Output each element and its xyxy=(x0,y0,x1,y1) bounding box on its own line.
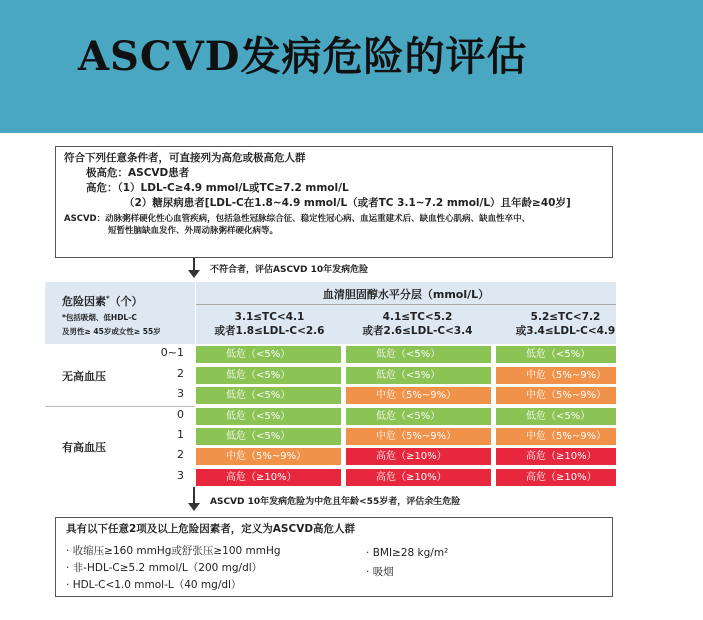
risk-cell: 中危（5%~9%） xyxy=(496,367,616,384)
risk-cell: 低危（<5%） xyxy=(196,387,341,404)
risk-factor-footnote-2: 及男性≥ 45岁或女性≥ 55岁 xyxy=(62,327,161,336)
risk-factor-text: 非-HDL-C≥5.2 mmol/L（200 mg/dl） xyxy=(72,562,263,574)
risk-factor-item: · 吸烟 xyxy=(366,566,394,578)
risk-factor-text: 吸烟 xyxy=(372,566,394,578)
risk-factor-unit: （个） xyxy=(109,295,143,308)
flow-arrow-line-2 xyxy=(193,487,195,503)
risk-factor-header-text: 危险因素 xyxy=(62,295,106,308)
column-header-2-line2: 或者2.6≤LDL-C<3.4 xyxy=(362,325,473,337)
high-criterion-2: （2）糖尿病患者[LDL-C在1.8~4.9 mmol/L（或者TC 3.1~7.2 mmol/L）且年龄≥40岁] xyxy=(124,197,571,209)
risk-count: 2 xyxy=(177,448,184,461)
risk-cell: 低危（<5%） xyxy=(196,367,341,384)
very-high-label: 极高危： xyxy=(86,167,128,179)
flow-arrow-line-1 xyxy=(193,258,195,270)
down-arrow-icon xyxy=(188,270,200,278)
column-header-1-line2: 或者1.8≤LDL-C<2.6 xyxy=(214,325,325,337)
lipid-header-divider xyxy=(196,304,616,305)
risk-cell: 中危（5%~9%） xyxy=(496,387,616,404)
risk-factor-header xyxy=(62,293,143,309)
very-high-risk-row xyxy=(64,166,604,181)
high-risk-factors-box xyxy=(55,517,613,597)
risk-cell: 中危（5%~9%） xyxy=(496,428,616,445)
column-header-3-line1: 5.2≤TC<7.2 xyxy=(530,311,601,323)
title-banner xyxy=(0,0,703,133)
risk-cell: 低危（<5%） xyxy=(196,346,341,363)
column-header-3 xyxy=(493,310,638,338)
group-separator xyxy=(45,406,195,407)
flow-note-2: ASCVD 10年发病危险为中危且年龄<55岁者，评估余生危险 xyxy=(210,497,461,507)
risk-count: 1 xyxy=(177,428,184,441)
risk-factor-item: · BMI≥28 kg/m² xyxy=(366,547,449,559)
risk-factor-text: BMI≥28 kg/m² xyxy=(372,547,449,559)
risk-cell: 高危（≥10%） xyxy=(496,448,616,465)
column-header-1-line1: 3.1≤TC<4.1 xyxy=(234,311,305,323)
risk-factor-text: 收缩压≥160 mmHg或舒张压≥100 mmHg xyxy=(72,545,281,557)
direct-criteria-box xyxy=(55,146,613,258)
column-header-1 xyxy=(197,310,342,338)
risk-count: 0~1 xyxy=(160,346,184,359)
ascvd-label: ASCVD： xyxy=(64,214,106,224)
flow-note-1: 不符合者，评估ASCVD 10年发病危险 xyxy=(210,265,369,275)
group-label-hypertension: 有高血压 xyxy=(62,441,106,454)
risk-cell: 中危（5%~9%） xyxy=(346,387,491,404)
column-header-2-line1: 4.1≤TC<5.2 xyxy=(382,311,453,323)
high-label: 高危： xyxy=(86,182,118,194)
very-high-value: ASCVD患者 xyxy=(128,167,190,179)
ascvd-definition-1: 动脉粥样硬化性心血管疾病，包括急性冠脉综合征、稳定性冠心病、血运重建术后、缺血性心肌病、缺血性卒中、 xyxy=(105,214,531,224)
risk-factor-sup: * xyxy=(106,294,110,303)
risk-cell: 高危（≥10%） xyxy=(196,469,341,486)
risk-cell: 低危（<5%） xyxy=(496,408,616,425)
column-header-2 xyxy=(345,310,490,338)
high-risk-factors-title: 具有以下任意2项及以上危险因素者，定义为ASCVD高危人群 xyxy=(66,523,356,535)
criteria-heading: 符合下列任意条件者，可直接列为高危或极高危人群 xyxy=(64,152,306,164)
risk-count: 2 xyxy=(177,367,184,380)
risk-count: 0 xyxy=(177,408,184,421)
risk-factor-item: · HDL-C<1.0 mmol-L（40 mg/dl） xyxy=(66,579,242,591)
group-label-no-hypertension: 无高血压 xyxy=(62,370,106,383)
risk-cell: 低危（<5%） xyxy=(346,408,491,425)
risk-count: 3 xyxy=(177,469,184,482)
risk-cell: 低危（<5%） xyxy=(346,367,491,384)
risk-cell: 低危（<5%） xyxy=(346,346,491,363)
risk-cell: 中危（5%~9%） xyxy=(346,428,491,445)
risk-cell: 低危（<5%） xyxy=(196,408,341,425)
risk-cell: 低危（<5%） xyxy=(496,346,616,363)
page-title: ASCVD发病危险的评估 xyxy=(78,33,528,80)
lipid-header: 血清胆固醇水平分层（mmol/L） xyxy=(322,288,490,301)
risk-factor-text: HDL-C<1.0 mmol-L（40 mg/dl） xyxy=(72,579,242,591)
high-risk-row-1 xyxy=(64,181,604,196)
column-header-3-line2: 或3.4≤LDL-C<4.9 xyxy=(515,325,616,337)
down-arrow-icon xyxy=(188,503,200,511)
risk-cell: 中危（5%~9%） xyxy=(196,448,341,465)
risk-factor-item: · 收缩压≥160 mmHg或舒张压≥100 mmHg xyxy=(66,545,281,557)
ascvd-definition-row xyxy=(64,213,604,225)
risk-cell: 高危（≥10%） xyxy=(346,448,491,465)
risk-cell: 高危（≥10%） xyxy=(496,469,616,486)
risk-cell: 高危（≥10%） xyxy=(346,469,491,486)
risk-factor-footnote-1: *包括吸烟、低HDL-C xyxy=(62,313,137,322)
risk-factor-item: · 非-HDL-C≥5.2 mmol/L（200 mg/dl） xyxy=(66,562,263,574)
risk-cell: 低危（<5%） xyxy=(196,428,341,445)
risk-count: 3 xyxy=(177,387,184,400)
ascvd-definition-2: 短暂性脑缺血发作、外周动脉粥样硬化病等。 xyxy=(108,226,279,236)
high-criterion-1: （1）LDL-C≥4.9 mmol/L或TC≥7.2 mmol/L xyxy=(117,182,349,194)
